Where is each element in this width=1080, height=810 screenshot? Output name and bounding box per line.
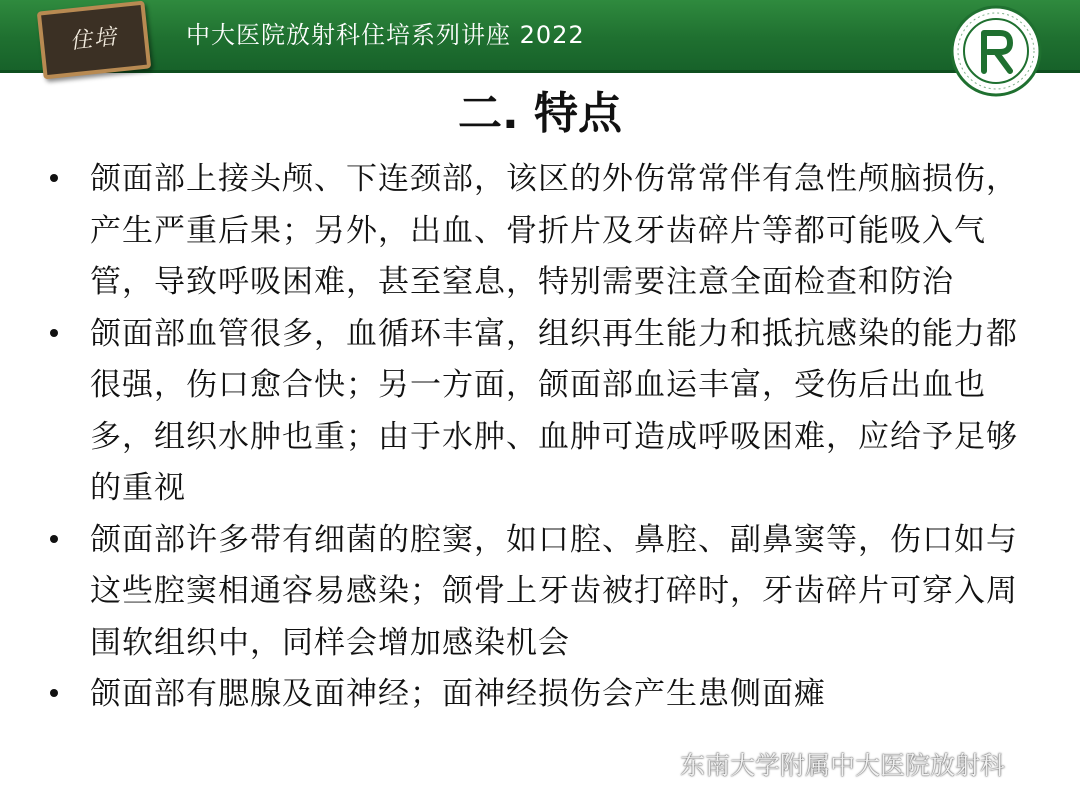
bullet-dot-icon bbox=[50, 535, 58, 543]
list-item bbox=[44, 515, 1034, 670]
watermark bbox=[640, 742, 1005, 786]
bullet-dot-icon bbox=[50, 689, 58, 697]
list-item bbox=[44, 669, 1034, 721]
list-item bbox=[44, 154, 1034, 309]
watermark-text: 东南大学附属中大医院放射科 bbox=[680, 751, 1006, 780]
list-item bbox=[44, 309, 1034, 515]
bullet-dot-icon bbox=[50, 329, 58, 337]
header-title: 中大医院放射科住培系列讲座 2022 bbox=[186, 21, 585, 49]
badge-text: 住培 bbox=[68, 24, 120, 55]
bullet-text: 颌面部有腮腺及面神经；面神经损伤会产生患侧面瘫 bbox=[90, 676, 826, 712]
bullet-list bbox=[44, 154, 1034, 721]
header-divider bbox=[0, 70, 1080, 73]
bullet-text: 颌面部许多带有细菌的腔窦，如口腔、鼻腔、副鼻窦等，伤口如与这些腔窦相通容易感染；颌骨上牙齿被打碎时，牙齿碎片可穿入周围软组织中，同样会增加感染机会 bbox=[90, 521, 1018, 661]
slide-title: 二. 特点 bbox=[457, 88, 623, 139]
chalkboard-badge bbox=[37, 1, 152, 80]
bullet-text: 颌面部上接头颅、下连颈部，该区的外伤常常伴有急性颅脑损伤，产生严重后果；另外，出血、骨折片及牙齿碎片等都可能吸入气管，导致呼吸困难，甚至窒息，特别需要注意全面检查和防治 bbox=[90, 161, 1018, 300]
wechat-icon bbox=[640, 747, 674, 781]
bullet-text: 颌面部血管很多，血循环丰富，组织再生能力和抵抗感染的能力都很强，伤口愈合快；另一方面，颌面部血运丰富，受伤后出血也多，组织水肿也重；由于水肿、血肿可造成呼吸困难，应给予足够的重视 bbox=[90, 315, 1018, 506]
bullet-dot-icon bbox=[50, 174, 58, 182]
